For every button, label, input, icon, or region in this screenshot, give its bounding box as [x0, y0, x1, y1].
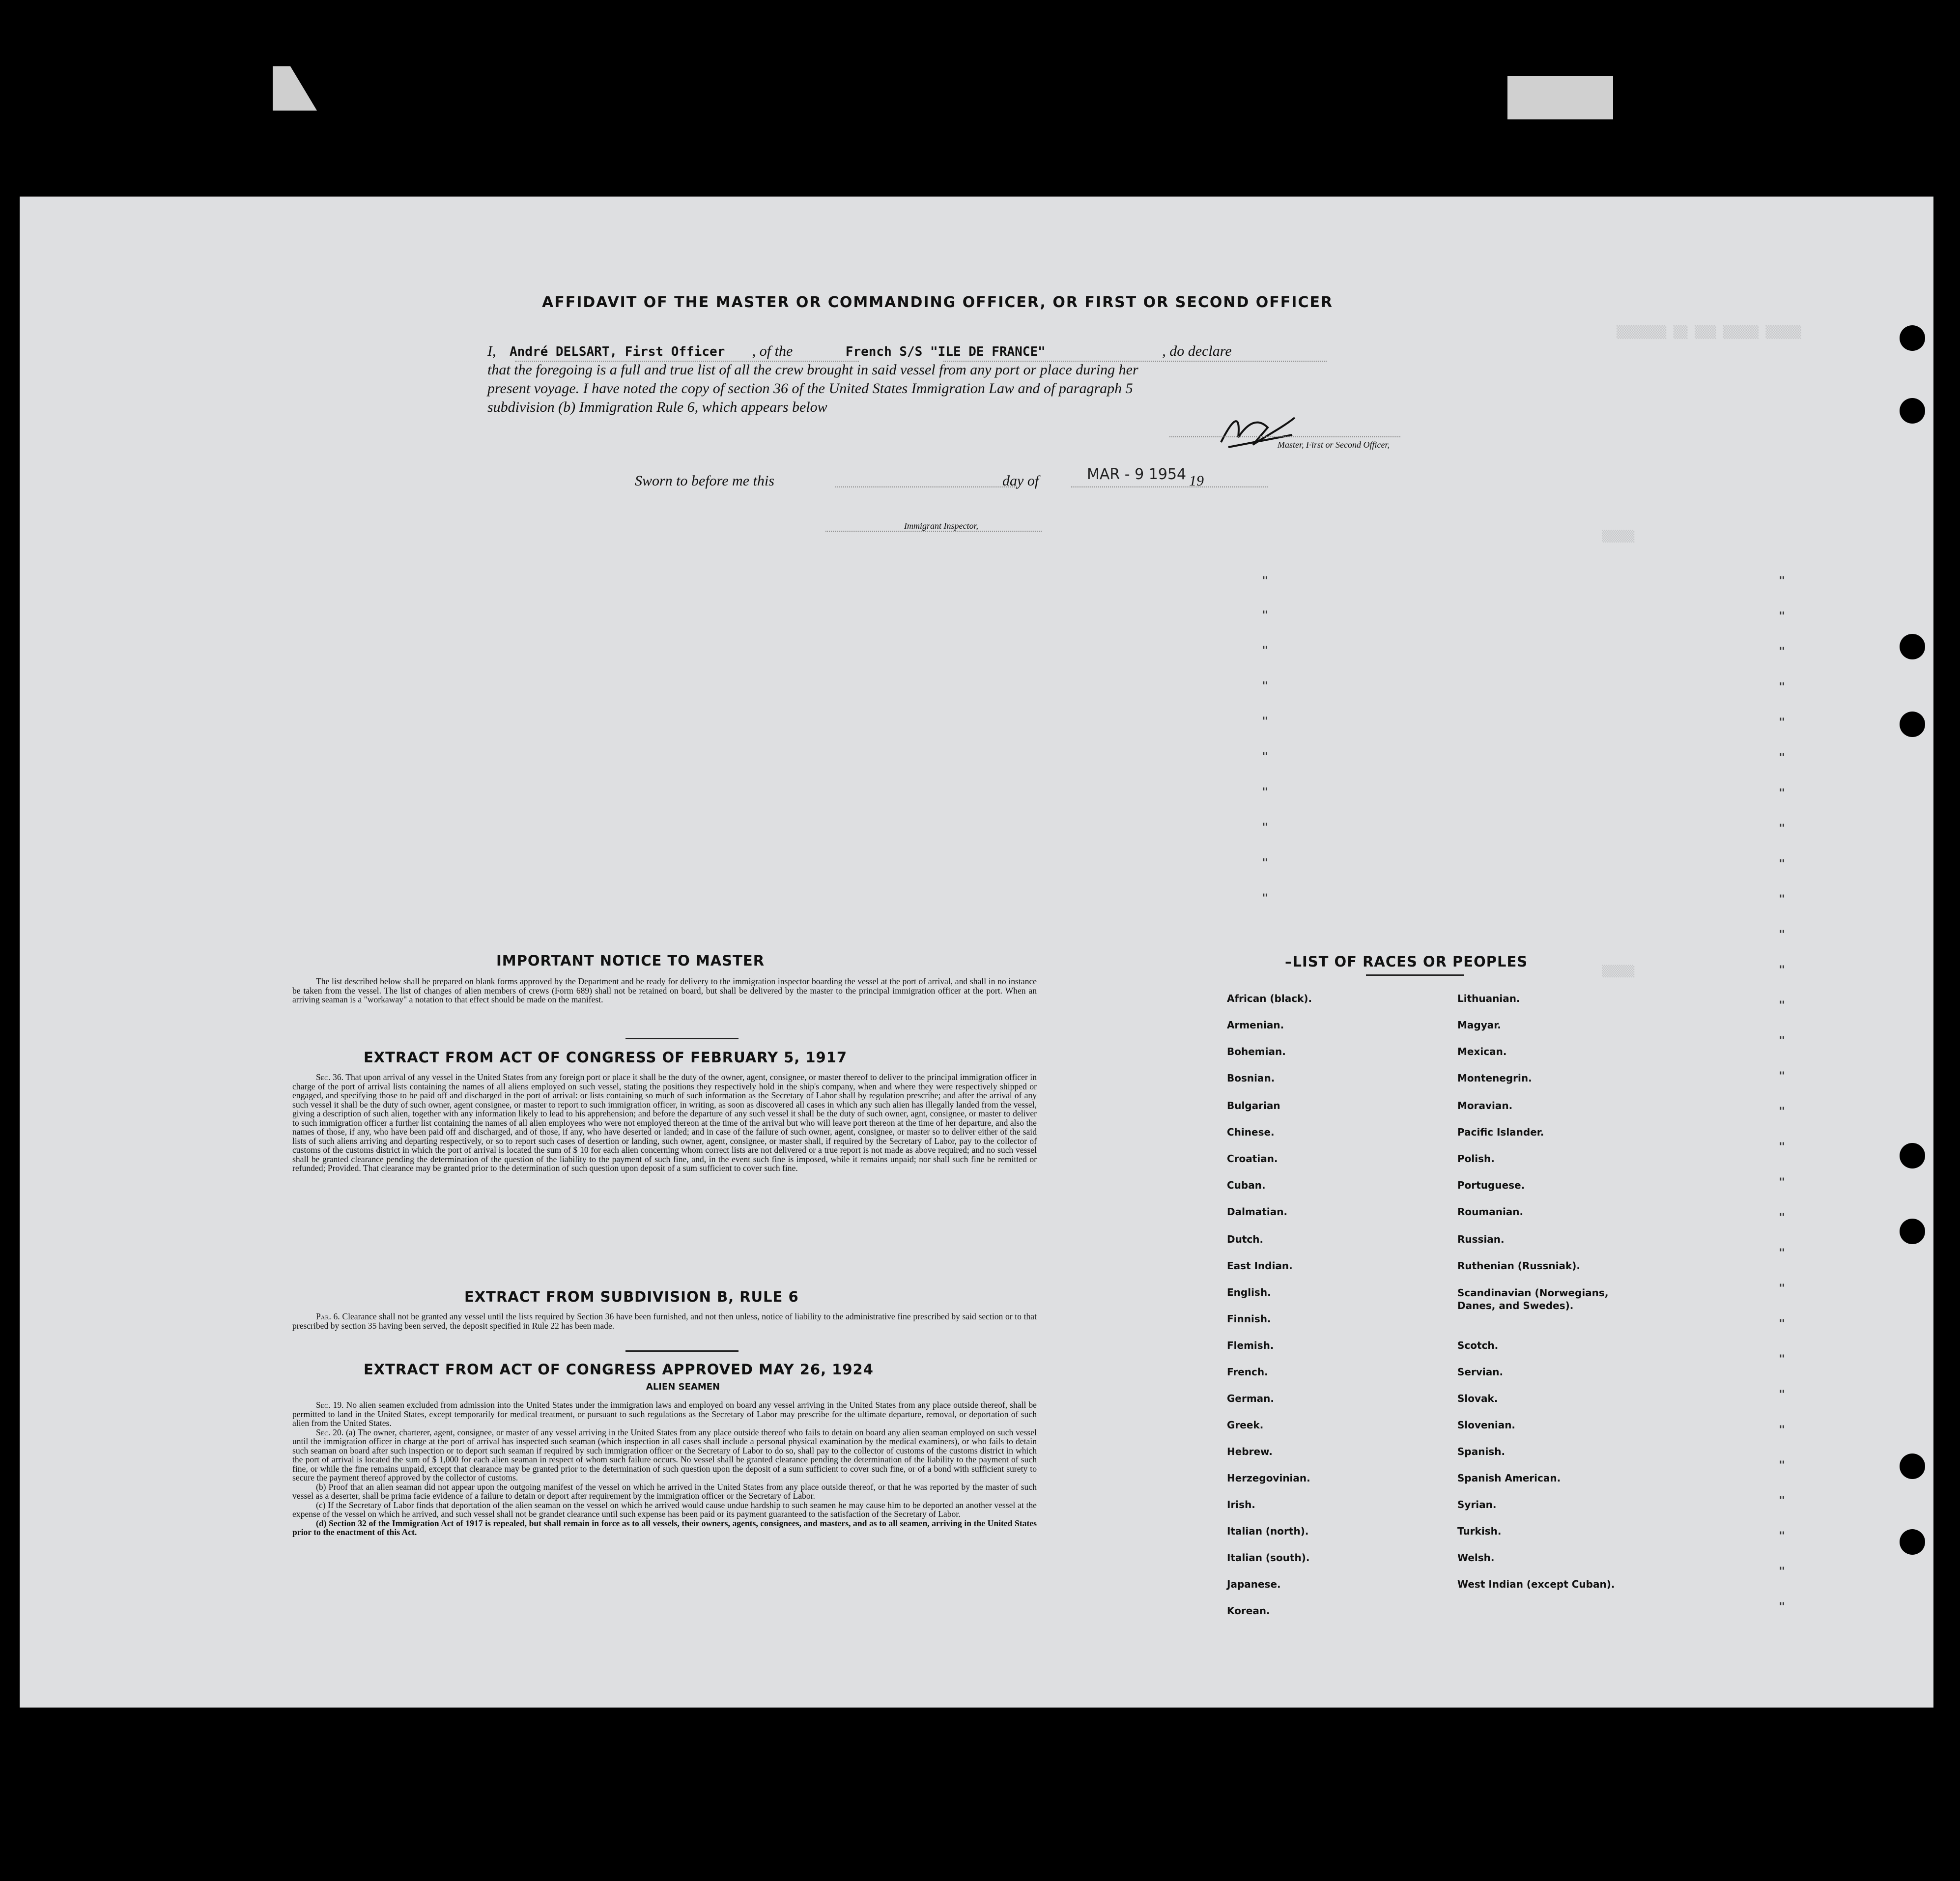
- alien-seamen-subtitle: ALIEN SEAMEN: [646, 1382, 720, 1392]
- ditto-mark: ": [1779, 1141, 1786, 1153]
- sec-20a-body: (a) The owner, charterer, agent, consignee, or master of any vessel arriving in the United States from any place outside thereof who fails to detain on board any alien seaman employed on such vessel until the immigration officer in charge at the port of arrival has inspected such seaman (which inspection in all cases shall include a personal physical examination by the medical examiners), or who fails to detain such seaman on board after such inspection or to deport such seaman if required by such immigration officer or the Secretary of Labor to do so, shall pay to the collector of customs of the customs district in which the port of arrival is located the sum of $ 1,000 for each alien seaman in respect of whom such failure occurs. No vessel shall be granted clearance pending the determination of the liability to the payment of such fine, or while the fine remains unpaid, except that clearance may be granted prior to the determination of such question upon the deposit of a sum sufficient to cover such fine, or of a bond with sufficient surety to secure the payment thereof approved by the collector of customs.: [292, 1427, 1037, 1482]
- punch-hole: [1900, 712, 1925, 737]
- extract-rule6-title: EXTRACT FROM SUBDIVISION B, RULE 6: [464, 1288, 799, 1305]
- race-item: Spanish American.: [1457, 1472, 1561, 1484]
- race-item: Syrian.: [1457, 1499, 1497, 1510]
- sec-20b-paragraph: [292, 1482, 1037, 1501]
- sec-20c-paragraph: [292, 1501, 1037, 1519]
- ditto-mark: ": [1779, 681, 1786, 693]
- declaration-line-2: that the foregoing is a full and true list of all the crew brought in said vessel from any port or place during her: [487, 362, 1138, 378]
- ditto-mark: ": [1262, 822, 1269, 834]
- race-item: Welsh.: [1457, 1552, 1495, 1564]
- races-title-text: LIST OF RACES OR PEOPLES: [1292, 953, 1528, 970]
- separator-rule: [625, 1038, 739, 1039]
- race-item: Portuguese.: [1457, 1179, 1525, 1191]
- ditto-mark: ": [1779, 999, 1786, 1012]
- race-item: Finnish.: [1227, 1313, 1271, 1325]
- sworn-label: Sworn to before me this: [635, 473, 774, 489]
- race-item: Hebrew.: [1227, 1446, 1273, 1457]
- ditto-mark: ": [1779, 646, 1786, 658]
- of-label: , of the: [752, 343, 793, 359]
- ditto-mark: ": [1779, 1389, 1786, 1401]
- race-item: Greek.: [1227, 1419, 1264, 1431]
- race-item: Slovak.: [1457, 1393, 1498, 1404]
- ditto-mark: ": [1779, 1353, 1786, 1366]
- sec-19-label: Sec. 19.: [316, 1400, 344, 1410]
- punch-hole: [1900, 1219, 1925, 1244]
- sec-20b-body: (b) Proof that an alien seaman did not appear upon the outgoing manifest of the vessel on which he arrived in the United States from any place outside thereof, or that he was reported by the master of such vessel as a deserter, shall be prima facie evidence of a failure to detain or deport after requirement by the immigration officer or the Secretary of Labor.: [292, 1482, 1037, 1501]
- race-item: Flemish.: [1227, 1340, 1274, 1351]
- ditto-mark: ": [1779, 1247, 1786, 1259]
- race-item: Polish.: [1457, 1153, 1495, 1165]
- race-item: Spanish.: [1457, 1446, 1506, 1457]
- race-item: Montenegrin.: [1457, 1072, 1532, 1084]
- race-item: Italian (north).: [1227, 1525, 1309, 1537]
- ditto-mark: ": [1779, 929, 1786, 941]
- ditto-mark: ": [1779, 1282, 1786, 1295]
- ditto-mark: ": [1779, 1106, 1786, 1118]
- extract-1917-text: [292, 1073, 1037, 1173]
- sworn-day-line: [835, 486, 1017, 487]
- month-line: [1071, 486, 1268, 487]
- race-item: Irish.: [1227, 1499, 1255, 1510]
- ditto-mark: ": [1262, 575, 1269, 587]
- date-stamp: MAR - 9 1954: [1087, 466, 1187, 483]
- document-sheet: [20, 197, 1933, 1708]
- ditto-mark: ": [1779, 1495, 1786, 1507]
- sec-36-body: That upon arrival of any vessel in the United States from any foreign port or place it shall be the duty of the owner, agent, consignee, or master thereof to deliver to the principal immigration officer in charge of the port of arrival lists containing the names of all aliens employed on such vessel, stating the positions they respectively hold in the ship's company, when and where they were respectively shipped or engaged, and specifying those to be paid off and discharged in the port of arrival: or lists containing so much of such information as the Secretary of Labor shall by regulation prescribe; and after the arrival of any such vessel it shall be the duty of such owner, agent consignee, or master to report to such immigration officer, in writing, as soon as discovered all cases in which any such alien has illegally landed from the vessel, giving a description of such alien, together with any information likely to lead to his apprehension; and before the departure of any such vessel it shall be the duty of such owner, agnt, consignee, or master to deliver to such immigration officer a further list containing the names of all alien employees who were not employed thereon at the time of the arrival but who will leave port thereon at the time of her departure, and also the names of those, if any, who have been paid off and discharged, and of those, if any, who have deserted or landed; and in case of the failure of such owner, agent, consignee, or master so to deliver either of the said lists of such aliens arriving and departing respectively, or so to report such cases of desertion or landing, such owner, agent, consignee, or master shall, if required by the Secretary of Labor, pay to the collector of customs of the customs district in which the port of arrival is located the sum of $ 10 for each alien concerning whom correct lists are not delivered or a true report is not made as above required; and no such vessel shall be granted clearance pending the determination of the question of the liability to the payment of such fine, and, in the event such fine is imposed, while it remains unpaid; nor shall such fine be remitted or refunded; Provided. That clearance may be granted prior to the determination of such question upon deposit of a sum sufficient to cover such fine.: [292, 1072, 1037, 1173]
- ditto-mark: ": [1262, 892, 1269, 905]
- sec-20d-body: (d) Section 32 of the Immigration Act of 1917 is repealed, but shall remain in force as to all vessels, their owners, agents, consignees, and masters, and as to all seamen, arriving in the United States prior to the enactment of this Act.: [292, 1518, 1037, 1537]
- ditto-mark: ": [1262, 609, 1269, 622]
- declaration-line-4: subdivision (b) Immigration Rule 6, which appears below: [487, 399, 827, 415]
- ditto-mark: ": [1262, 680, 1269, 692]
- punch-hole: [1900, 1529, 1925, 1555]
- ditto-mark: ": [1779, 1212, 1786, 1224]
- race-item: English.: [1227, 1286, 1271, 1298]
- race-item: West Indian (except Cuban).: [1457, 1578, 1615, 1590]
- race-item: Armenian.: [1227, 1019, 1284, 1031]
- race-item: Roumanian.: [1457, 1206, 1524, 1218]
- race-item: Bulgarian: [1227, 1100, 1280, 1112]
- extract-1917-title: EXTRACT FROM ACT OF CONGRESS OF FEBRUARY 5, 1917: [364, 1049, 848, 1066]
- day-of-label: day of: [1002, 473, 1039, 489]
- extract-1924-text: [292, 1400, 1037, 1537]
- bleed-through: ▒▒▒▒▒▒▒ ▒▒ ▒▒▒ ▒▒▒▒▒ ▒▒▒▒▒: [1617, 325, 1801, 339]
- ditto-mark: ": [1262, 857, 1269, 869]
- race-item: Herzegovinian.: [1227, 1472, 1310, 1484]
- notice-text: [292, 977, 1037, 1004]
- race-item: Slovenian.: [1457, 1419, 1516, 1431]
- sec-20d-paragraph: [292, 1519, 1037, 1537]
- race-item: Chinese.: [1227, 1126, 1275, 1138]
- i-label: I,: [487, 343, 496, 359]
- par-6-body: Clearance shall not be granted any vessel until the lists required by Section 36 have been furnished, and not then unless, notice of liability to the administrative fine prescribed by said section or to that prescribed by section 35 having been served, the deposit specified in Rule 22 has been made.: [292, 1311, 1037, 1331]
- ditto-mark: ": [1779, 1601, 1786, 1613]
- ditto-mark: ": [1779, 893, 1786, 906]
- race-item: Moravian.: [1457, 1100, 1513, 1112]
- ditto-mark: ": [1779, 752, 1786, 764]
- ditto-mark: ": [1779, 787, 1786, 799]
- race-item: Italian (south).: [1227, 1552, 1310, 1564]
- race-item: Russian.: [1457, 1233, 1505, 1245]
- ditto-mark: ": [1262, 645, 1269, 657]
- ditto-mark: ": [1779, 1566, 1786, 1578]
- punch-hole: [1900, 1143, 1925, 1168]
- race-item: Bohemian.: [1227, 1046, 1286, 1057]
- declaration-line-1: [487, 342, 1232, 361]
- race-item: Cuban.: [1227, 1179, 1266, 1191]
- race-item: Lithuanian.: [1457, 993, 1520, 1004]
- race-item: Pacific Islander.: [1457, 1126, 1544, 1138]
- ditto-mark: ": [1779, 964, 1786, 976]
- bleed-through: ▒▒▒▒▒: [1602, 531, 1635, 543]
- race-item: Scotch.: [1457, 1340, 1499, 1351]
- ditto-mark: ": [1262, 751, 1269, 763]
- race-item: Korean.: [1227, 1605, 1270, 1617]
- race-item: Japanese.: [1227, 1578, 1281, 1590]
- race-item: German.: [1227, 1393, 1275, 1404]
- notice-body: The list described below shall be prepared on blank forms approved by the Department and be ready for delivery to the immigration inspector boarding the vessel at the port of arrival, and shall in no instance be taken from the vessel. The list of changes of alien members of crews (Form 689) shall not be retained on board, but shall be delivered by the master to the principal immigration officer at the port. When an arriving seaman is a "workaway" a notation to that effect should be made on the manifest.: [292, 976, 1037, 1004]
- ditto-mark: ": [1779, 716, 1786, 729]
- extract-1924-title: EXTRACT FROM ACT OF CONGRESS APPROVED MAY 26, 1924: [364, 1361, 874, 1378]
- ditto-mark: ": [1262, 786, 1269, 798]
- scan-tab-right: [1507, 76, 1613, 119]
- race-item: Turkish.: [1457, 1525, 1502, 1537]
- ditto-mark: ": [1779, 1318, 1786, 1330]
- sec-36-label: Sec. 36.: [316, 1072, 344, 1082]
- ditto-mark: ": [1262, 715, 1269, 728]
- race-item: Dutch.: [1227, 1233, 1264, 1245]
- ditto-mark: ": [1779, 1070, 1786, 1083]
- sec-20-label: Sec. 20.: [316, 1427, 344, 1437]
- ditto-mark: ": [1779, 1176, 1786, 1189]
- race-item: Croatian.: [1227, 1153, 1278, 1165]
- races-title-rule: [1366, 974, 1464, 976]
- race-item: Magyar.: [1457, 1019, 1501, 1031]
- sec-19-paragraph: [292, 1400, 1037, 1428]
- sec-20c-body: (c) If the Secretary of Labor finds that deportation of the alien seaman on the vessel on which he arrived would cause undue hardship to such seamen he may cause him to be deported an another vessel at the expense of the vessel on which he arrived, and such vessel shall not be grandet clearance until such expense has been paid or its payment guaranteed to the satisfaction of the Secretary of Labor.: [292, 1500, 1037, 1519]
- race-item: Servian.: [1457, 1366, 1504, 1378]
- signature-caption: Master, First or Second Officer,: [1278, 440, 1390, 450]
- par-6-label: Par. 6.: [316, 1311, 340, 1321]
- ditto-mark: ": [1779, 858, 1786, 870]
- punch-hole: [1900, 398, 1925, 424]
- scan-tab-left: [273, 66, 317, 111]
- race-item: Mexican.: [1457, 1046, 1507, 1057]
- punch-hole: [1900, 325, 1925, 351]
- officer-name: André DELSART, First Officer: [510, 344, 725, 359]
- races-title: –LIST OF RACES OR PEOPLES: [1285, 953, 1528, 970]
- year-label: 19: [1189, 473, 1204, 489]
- race-item: Dalmatian.: [1227, 1206, 1288, 1218]
- race-item: French.: [1227, 1366, 1268, 1378]
- sec-20a-paragraph: [292, 1428, 1037, 1482]
- separator-rule: [625, 1350, 739, 1352]
- punch-hole: [1900, 634, 1925, 659]
- race-item: Bosnian.: [1227, 1072, 1275, 1084]
- ditto-mark: ": [1779, 1424, 1786, 1436]
- bleed-through: ▒▒▒▒▒: [1602, 966, 1635, 978]
- race-item: Ruthenian (Russniak).: [1457, 1260, 1581, 1272]
- vessel-name: French S/S "ILE DE FRANCE": [845, 344, 1046, 359]
- ditto-mark: ": [1779, 1035, 1786, 1047]
- affidavit-title: AFFIDAVIT OF THE MASTER OR COMMANDING OFFICER, OR FIRST OR SECOND OFFICER: [542, 294, 1334, 311]
- race-item: African (black).: [1227, 993, 1312, 1004]
- signature-line: [1169, 436, 1400, 437]
- ditto-mark: ": [1779, 575, 1786, 587]
- declaration-line-3: present voyage. I have noted the copy of section 36 of the United States Immigration Law and of paragraph 5: [487, 380, 1133, 397]
- ditto-mark: ": [1779, 823, 1786, 835]
- race-item: East Indian.: [1227, 1260, 1293, 1272]
- punch-hole: [1900, 1454, 1925, 1479]
- extract-rule6-text: [292, 1312, 1037, 1330]
- ditto-mark: ": [1779, 610, 1786, 623]
- ditto-mark: ": [1779, 1530, 1786, 1542]
- sec-19-body: No alien seamen excluded from admission into the United States under the immigration laws and employed on board any vessel arriving in the United States from any place outside thereof, shall be permitted to land in the United States, except temporarily for medical treatment, or pursuant to such regulations as the Secretary of Labor may prescribe for the ultimate departure, removal, or deportation of such alien from the United States.: [292, 1400, 1037, 1428]
- inspector-caption: Immigrant Inspector,: [904, 521, 978, 531]
- race-item: Scandinavian (Norwegians, Danes, and Swedes).: [1457, 1287, 1609, 1311]
- declare-label: , do declare: [1162, 343, 1232, 359]
- notice-title: IMPORTANT NOTICE TO MASTER: [496, 952, 765, 969]
- ditto-mark: ": [1779, 1459, 1786, 1472]
